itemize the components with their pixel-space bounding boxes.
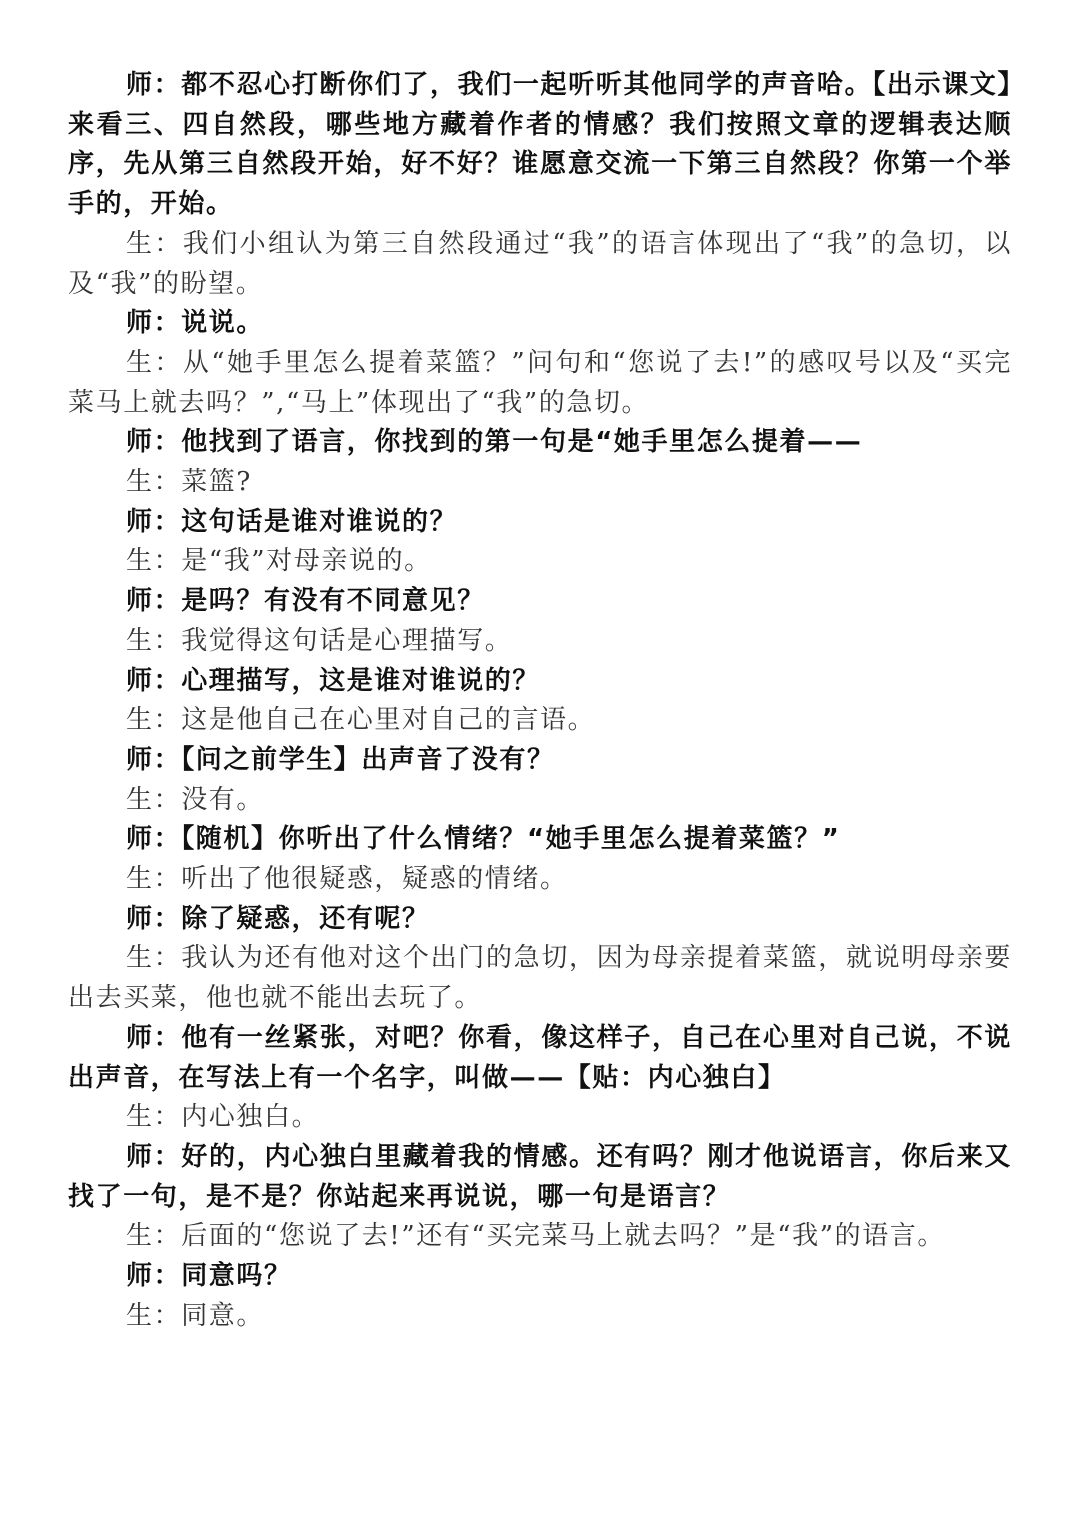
- student-line: 生：没有。: [126, 784, 265, 815]
- teacher-line: 师：他找到了语言，你找到的第一句是“她手里怎么提着——: [126, 427, 863, 458]
- teacher-line: 师：【问之前学生】出声音了没有？: [126, 744, 555, 775]
- student-line: 生：从“她手里怎么提着菜篮？”问句和“您说了去!”的感叹号以及“买完菜马上就去吗？”,“马上”体现出了“我”的急切。: [68, 347, 1012, 418]
- teacher-line: 师：都不忍心打断你们了，我们一起听听其他同学的声音哈。【出示课文】来看三、四自然段，哪些地方藏着作者的情感？我们按照文章的逻辑表达顺序，先从第三自然段开始，好不好？谁愿意交流一下第三自然段？你第一个举手的，开始。: [68, 70, 1012, 220]
- student-line: 生：听出了他很疑惑，疑惑的情绪。: [126, 864, 568, 895]
- teacher-line: 师：他有一丝紧张，对吧？你看，像这样子，自己在心里对自己说，不说出声音，在写法上有一个名字，叫做——【贴：内心独白】: [68, 1022, 1012, 1093]
- teacher-line: 师：是吗？有没有不同意见？: [126, 586, 485, 617]
- student-line: 生：是“我”对母亲说的。: [126, 546, 432, 577]
- teacher-line: 师：这句话是谁对谁说的？: [126, 506, 458, 537]
- student-line: 生：我们小组认为第三自然段通过“我”的语言体现出了“我”的急切，以及“我”的盼望。: [68, 228, 1012, 299]
- student-line: 生：菜篮?: [126, 467, 252, 498]
- student-line: 生：我认为还有他对这个出门的急切，因为母亲提着菜篮，就说明母亲要出去买菜，他也就不能出去玩了。: [68, 943, 1012, 1014]
- teacher-line: 师：心理描写，这是谁对谁说的？: [126, 665, 541, 696]
- student-line: 生：内心独白。: [126, 1102, 320, 1133]
- lesson-transcript: [68, 66, 1012, 1337]
- student-line: 生：同意。: [126, 1300, 265, 1331]
- student-line: 生：我觉得这句话是心理描写。: [126, 625, 513, 656]
- student-line: 生：这是他自己在心里对自己的言语。: [126, 705, 596, 736]
- teacher-line: 师：好的，内心独白里藏着我的情感。还有吗？刚才他说语言，你后来又找了一句，是不是？你站起来再说说，哪一句是语言？: [68, 1141, 1012, 1212]
- teacher-line: 师：同意吗？: [126, 1261, 292, 1292]
- student-line: 生：后面的“您说了去!”还有“买完菜马上就去吗？”是“我”的语言。: [126, 1221, 946, 1252]
- teacher-line: 师：除了疑惑，还有呢？: [126, 903, 430, 934]
- teacher-line: 师：【随机】你听出了什么情绪？“她手里怎么提着菜篮？”: [126, 824, 841, 855]
- teacher-line: 师：说说。: [126, 308, 265, 339]
